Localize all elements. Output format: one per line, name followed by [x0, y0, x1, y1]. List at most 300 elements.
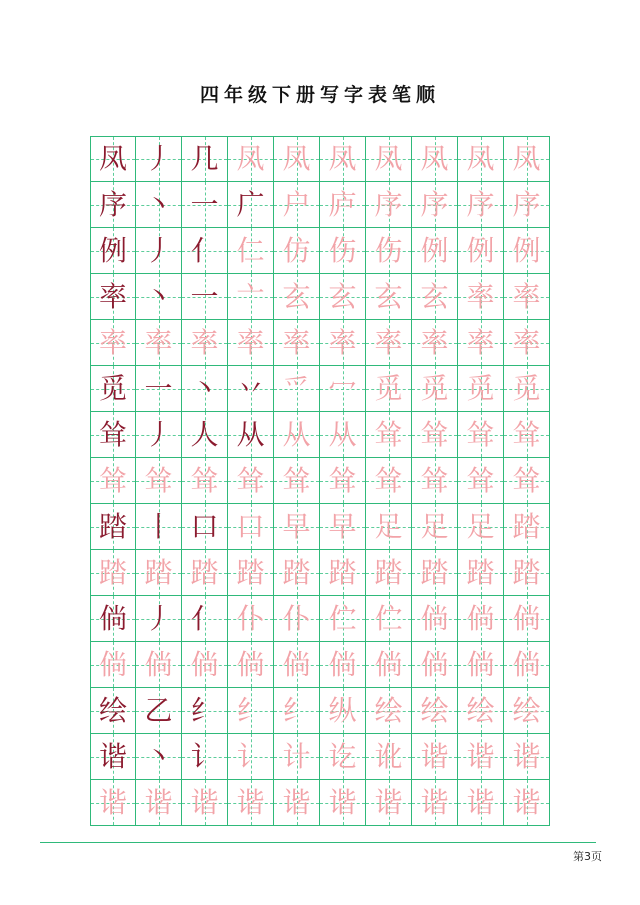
- grid-cell: [366, 688, 412, 734]
- grid-cell: [458, 550, 504, 596]
- grid-cell: [182, 366, 228, 412]
- grid-cell: [228, 642, 274, 688]
- stroke-char-dark: 一: [144, 371, 173, 405]
- trace-char-light: 耸: [420, 417, 449, 451]
- grid-cell: [182, 182, 228, 228]
- trace-char-light: 率: [374, 325, 403, 359]
- trace-char-light: 耸: [374, 463, 403, 497]
- grid-cell: [274, 320, 320, 366]
- grid-cell: [320, 366, 366, 412]
- grid-cell: [136, 320, 182, 366]
- stroke-char-dark: 谐: [98, 739, 127, 773]
- grid-cell: [320, 550, 366, 596]
- trace-char-light: 凤: [374, 142, 403, 175]
- stroke-char-dark: 从: [236, 417, 265, 451]
- grid-cell: [458, 228, 504, 274]
- grid-cell: [458, 596, 504, 642]
- grid-cell: [136, 182, 182, 228]
- grid-cell: [136, 412, 182, 458]
- trace-char-light: 仿: [282, 233, 311, 267]
- grid-cell: [274, 642, 320, 688]
- trace-char-light: 踏: [512, 509, 541, 543]
- trace-char-light: 计: [282, 739, 311, 773]
- trace-char-light: 凤: [466, 142, 495, 175]
- grid-cell: [366, 780, 412, 826]
- trace-char-light: 耸: [466, 463, 495, 497]
- grid-cell: [320, 504, 366, 550]
- trace-char-light: 耸: [420, 463, 449, 497]
- grid-cell: [228, 274, 274, 320]
- trace-char-light: 率: [466, 325, 495, 359]
- trace-char-light: 耸: [512, 417, 541, 451]
- grid-cell: [366, 596, 412, 642]
- grid-cell: [90, 366, 136, 412]
- stroke-char-dark: 丿: [144, 601, 173, 635]
- grid-cell: [136, 550, 182, 596]
- trace-char-light: 仁: [236, 233, 265, 267]
- trace-char-light: 踏: [512, 555, 541, 589]
- trace-char-light: 耸: [512, 463, 541, 497]
- grid-cell: [182, 780, 228, 826]
- grid-cell: [182, 136, 228, 182]
- grid-cell: [458, 688, 504, 734]
- grid-cell: [320, 734, 366, 780]
- trace-char-light: 谐: [420, 739, 449, 773]
- trace-char-light: 仆: [282, 601, 311, 635]
- grid-cell: [90, 734, 136, 780]
- trace-char-light: 耸: [466, 417, 495, 451]
- stroke-char-dark: 丿: [144, 142, 173, 175]
- trace-char-light: 伫: [374, 601, 403, 635]
- trace-char-light: 从: [282, 417, 311, 451]
- trace-char-light: 倘: [328, 647, 357, 681]
- trace-char-light: 谐: [374, 785, 403, 819]
- grid-cell: [458, 136, 504, 182]
- trace-char-light: 从: [328, 417, 357, 451]
- grid-cell: [182, 412, 228, 458]
- trace-char-light: 觅: [466, 371, 495, 405]
- grid-cell: [458, 780, 504, 826]
- trace-char-light: 率: [328, 325, 357, 359]
- stroke-char-dark: 丶: [190, 371, 219, 405]
- stroke-char-dark: 丨: [144, 509, 173, 543]
- trace-char-light: 耸: [282, 463, 311, 497]
- grid-cell: [504, 182, 550, 228]
- grid-cell: [320, 688, 366, 734]
- trace-char-light: 凤: [236, 142, 265, 175]
- trace-char-light: 倘: [466, 601, 495, 635]
- grid-cell: [228, 596, 274, 642]
- grid-cell: [458, 366, 504, 412]
- trace-char-light: 谐: [512, 785, 541, 819]
- trace-char-light: 踏: [282, 555, 311, 589]
- trace-char-light: 耸: [144, 463, 173, 497]
- grid-cell: [458, 504, 504, 550]
- grid-cell: [320, 780, 366, 826]
- trace-char-light: 谐: [420, 785, 449, 819]
- trace-char-light: 倘: [374, 647, 403, 681]
- grid-cell: [182, 504, 228, 550]
- grid-cell: [458, 642, 504, 688]
- trace-char-light: 绘: [512, 693, 541, 727]
- stroke-char-dark: 序: [98, 187, 127, 221]
- trace-char-light: 踏: [236, 555, 265, 589]
- grid-cell: [228, 228, 274, 274]
- grid-cell: [504, 550, 550, 596]
- trace-char-light: 倘: [144, 647, 173, 681]
- trace-char-light: 讹: [374, 739, 403, 773]
- grid-cell: [274, 412, 320, 458]
- trace-char-light: 踏: [374, 555, 403, 589]
- trace-char-light: 亠: [236, 279, 265, 313]
- trace-char-light: 序: [374, 187, 403, 221]
- trace-char-light: 率: [98, 325, 127, 359]
- grid-cell: [366, 642, 412, 688]
- grid-cell: [90, 504, 136, 550]
- trace-char-light: 耸: [374, 417, 403, 451]
- grid-cell: [320, 136, 366, 182]
- grid-cell: [182, 320, 228, 366]
- grid-cell: [228, 504, 274, 550]
- trace-char-light: 率: [282, 325, 311, 359]
- stroke-char-dark: 踏: [98, 509, 127, 543]
- grid-cell: [458, 320, 504, 366]
- grid-cell: [136, 136, 182, 182]
- grid-cell: [228, 366, 274, 412]
- grid-cell: [274, 228, 320, 274]
- grid-cell: [274, 366, 320, 412]
- trace-char-light: 伤: [374, 233, 403, 267]
- trace-char-light: 踏: [328, 555, 357, 589]
- grid-cell: [182, 596, 228, 642]
- trace-char-light: 凤: [282, 142, 311, 175]
- stroke-char-dark: 耸: [98, 417, 127, 451]
- stroke-char-dark: 例: [98, 233, 127, 267]
- grid-cell: [274, 780, 320, 826]
- trace-char-light: 谐: [190, 785, 219, 819]
- footer-divider: [40, 842, 596, 843]
- trace-char-light: 觅: [420, 371, 449, 405]
- trace-char-light: 早: [328, 509, 357, 543]
- trace-char-light: 纟: [236, 693, 265, 727]
- grid-cell: [366, 412, 412, 458]
- stroke-order-grid: [90, 136, 550, 826]
- stroke-char-dark: 口: [190, 509, 219, 543]
- grid-cell: [366, 320, 412, 366]
- grid-cell: [320, 458, 366, 504]
- grid-cell: [90, 228, 136, 274]
- grid-cell: [274, 458, 320, 504]
- grid-cell: [412, 734, 458, 780]
- trace-char-light: 率: [144, 325, 173, 359]
- grid-cell: [366, 550, 412, 596]
- trace-char-light: 例: [466, 233, 495, 267]
- grid-cell: [182, 734, 228, 780]
- grid-cell: [412, 504, 458, 550]
- trace-char-light: 觅: [512, 371, 541, 405]
- trace-char-light: 倘: [420, 601, 449, 635]
- trace-char-light: 纵: [328, 693, 357, 727]
- grid-cell: [136, 366, 182, 412]
- grid-cell: [182, 274, 228, 320]
- stroke-char-dark: 丶: [144, 279, 173, 313]
- grid-cell: [90, 550, 136, 596]
- trace-char-light: 觅: [374, 371, 403, 405]
- trace-char-light: 谐: [466, 739, 495, 773]
- grid-cell: [458, 412, 504, 458]
- trace-char-light: 讠: [236, 739, 265, 773]
- grid-cell: [366, 274, 412, 320]
- grid-cell: [136, 274, 182, 320]
- grid-cell: [320, 228, 366, 274]
- grid-cell: [90, 642, 136, 688]
- stroke-char-dark: 凤: [98, 142, 127, 175]
- grid-cell: [504, 412, 550, 458]
- grid-cell: [366, 182, 412, 228]
- grid-cell: [136, 504, 182, 550]
- trace-char-light: 率: [190, 325, 219, 359]
- trace-char-light: 踏: [98, 555, 127, 589]
- stroke-char-dark: 亻: [190, 601, 219, 635]
- stroke-char-dark: 觅: [98, 371, 127, 405]
- trace-char-light: 纟: [282, 693, 311, 727]
- trace-char-light: 序: [420, 187, 449, 221]
- grid-cell: [412, 182, 458, 228]
- grid-cell: [136, 458, 182, 504]
- grid-cell: [320, 274, 366, 320]
- grid-cell: [504, 642, 550, 688]
- grid-cell: [366, 504, 412, 550]
- grid-cell: [412, 274, 458, 320]
- grid-cell: [412, 228, 458, 274]
- trace-char-light: 倘: [236, 647, 265, 681]
- grid-cell: [412, 596, 458, 642]
- grid-cell: [504, 504, 550, 550]
- grid-cell: [90, 688, 136, 734]
- grid-cell: [228, 550, 274, 596]
- trace-char-light: 绘: [466, 693, 495, 727]
- trace-char-light: 率: [236, 325, 265, 359]
- grid-cell: [90, 458, 136, 504]
- grid-cell: [274, 274, 320, 320]
- grid-cell: [458, 274, 504, 320]
- stroke-char-dark: 丶: [144, 739, 173, 773]
- trace-char-light: 率: [466, 279, 495, 313]
- stroke-char-dark: 丿: [144, 417, 173, 451]
- trace-char-light: 谐: [282, 785, 311, 819]
- grid-cell: [274, 182, 320, 228]
- grid-cell: [320, 642, 366, 688]
- trace-char-light: 足: [466, 509, 495, 543]
- trace-char-light: 倘: [512, 601, 541, 635]
- grid-cell: [504, 366, 550, 412]
- stroke-char-dark: 一: [190, 187, 219, 221]
- trace-char-light: 谐: [466, 785, 495, 819]
- trace-char-light: 玄: [282, 279, 311, 313]
- grid-cell: [228, 182, 274, 228]
- trace-char-light: 足: [420, 509, 449, 543]
- trace-char-light: 户: [282, 187, 311, 221]
- grid-cell: [458, 734, 504, 780]
- trace-char-light: 率: [420, 325, 449, 359]
- trace-char-light: 序: [466, 187, 495, 221]
- grid-cell: [228, 136, 274, 182]
- stroke-char-dark: 率: [98, 279, 127, 313]
- grid-cell: [504, 228, 550, 274]
- grid-cell: [366, 458, 412, 504]
- trace-char-light: 早: [282, 509, 311, 543]
- trace-char-light: 率: [512, 325, 541, 359]
- grid-cell: [366, 136, 412, 182]
- grid-cell: [274, 550, 320, 596]
- trace-char-light: 足: [374, 509, 403, 543]
- grid-cell: [182, 688, 228, 734]
- trace-char-light: 伫: [328, 601, 357, 635]
- grid-cell: [412, 550, 458, 596]
- grid-cell: [412, 642, 458, 688]
- stroke-char-dark: 人: [190, 417, 219, 451]
- grid-cell: [412, 688, 458, 734]
- grid-cell: [228, 458, 274, 504]
- trace-char-light: 冖: [328, 371, 357, 405]
- grid-cell: [504, 136, 550, 182]
- trace-char-light: 倘: [420, 647, 449, 681]
- trace-char-light: 序: [512, 187, 541, 221]
- trace-char-light: 庐: [328, 187, 357, 221]
- grid-cell: [320, 412, 366, 458]
- grid-cell: [274, 596, 320, 642]
- grid-cell: [504, 734, 550, 780]
- grid-cell: [90, 780, 136, 826]
- grid-cell: [90, 596, 136, 642]
- grid-cell: [366, 734, 412, 780]
- grid-cell: [412, 366, 458, 412]
- trace-char-light: 倘: [282, 647, 311, 681]
- trace-char-light: 伤: [328, 233, 357, 267]
- trace-char-light: 凤: [328, 142, 357, 175]
- grid-cell: [274, 504, 320, 550]
- trace-char-light: 耸: [236, 463, 265, 497]
- grid-cell: [320, 320, 366, 366]
- trace-char-light: 仆: [236, 601, 265, 635]
- trace-char-light: 踏: [190, 555, 219, 589]
- stroke-char-dark: 丿: [144, 233, 173, 267]
- trace-char-light: 谐: [144, 785, 173, 819]
- grid-cell: [90, 320, 136, 366]
- trace-char-light: 讫: [328, 739, 357, 773]
- grid-cell: [182, 458, 228, 504]
- trace-char-light: 玄: [328, 279, 357, 313]
- grid-cell: [136, 228, 182, 274]
- grid-cell: [182, 228, 228, 274]
- grid-cell: [504, 320, 550, 366]
- grid-cell: [504, 458, 550, 504]
- trace-char-light: 谐: [98, 785, 127, 819]
- grid-cell: [274, 136, 320, 182]
- grid-cell: [136, 780, 182, 826]
- grid-cell: [228, 320, 274, 366]
- grid-cell: [412, 780, 458, 826]
- trace-char-light: 玄: [374, 279, 403, 313]
- grid-cell: [136, 596, 182, 642]
- stroke-char-dark: 倘: [98, 601, 127, 635]
- grid-cell: [320, 596, 366, 642]
- grid-cell: [458, 182, 504, 228]
- grid-cell: [274, 734, 320, 780]
- grid-cell: [182, 550, 228, 596]
- stroke-char-dark: 亻: [190, 233, 219, 267]
- trace-char-light: 例: [420, 233, 449, 267]
- grid-cell: [228, 780, 274, 826]
- stroke-char-dark: 乙: [144, 693, 173, 727]
- trace-char-light: 耸: [328, 463, 357, 497]
- grid-cell: [182, 642, 228, 688]
- grid-cell: [366, 228, 412, 274]
- grid-cell: [90, 182, 136, 228]
- page-number: 第3页: [573, 850, 602, 863]
- trace-char-light: 倘: [512, 647, 541, 681]
- trace-char-light: 踏: [420, 555, 449, 589]
- stroke-char-dark: 广: [236, 187, 265, 221]
- trace-char-light: 谐: [328, 785, 357, 819]
- grid-cell: [136, 734, 182, 780]
- grid-cell: [458, 458, 504, 504]
- trace-char-light: 凤: [512, 142, 541, 175]
- stroke-char-dark: 几: [190, 142, 219, 175]
- trace-char-light: 踏: [144, 555, 173, 589]
- trace-char-light: 倘: [466, 647, 495, 681]
- trace-char-light: 爫: [282, 371, 311, 405]
- grid-cell: [90, 136, 136, 182]
- stroke-char-dark: 讠: [190, 739, 219, 773]
- grid-cell: [412, 136, 458, 182]
- grid-cell: [504, 596, 550, 642]
- page-title: 四年级下册写字表笔顺: [199, 84, 440, 106]
- grid-cell: [412, 320, 458, 366]
- trace-char-light: 谐: [512, 739, 541, 773]
- grid-cell: [228, 734, 274, 780]
- grid-cell: [412, 458, 458, 504]
- grid-cell: [228, 688, 274, 734]
- trace-char-light: 绘: [420, 693, 449, 727]
- stroke-char-dark: 纟: [190, 693, 219, 727]
- grid-cell: [366, 366, 412, 412]
- grid-cell: [136, 688, 182, 734]
- trace-char-light: 例: [512, 233, 541, 267]
- trace-char-light: 踏: [466, 555, 495, 589]
- trace-char-light: 口: [236, 509, 265, 543]
- trace-char-light: 耸: [98, 463, 127, 497]
- grid-cell: [136, 642, 182, 688]
- trace-char-light: 倘: [98, 647, 127, 681]
- grid-cell: [320, 182, 366, 228]
- trace-char-light: 凤: [420, 142, 449, 175]
- stroke-char-dark: 绘: [98, 693, 127, 727]
- grid-cell: [504, 274, 550, 320]
- grid-cell: [504, 780, 550, 826]
- grid-cell: [274, 688, 320, 734]
- stroke-char-dark: 一: [190, 279, 219, 313]
- grid-cell: [412, 412, 458, 458]
- stroke-char-dark: 丶: [144, 187, 173, 221]
- grid-cell: [90, 274, 136, 320]
- trace-char-light: 谐: [236, 785, 265, 819]
- stroke-char-dark: 丷: [236, 371, 265, 405]
- grid-cell: [228, 412, 274, 458]
- trace-char-light: 倘: [190, 647, 219, 681]
- grid-cell: [504, 688, 550, 734]
- grid-cell: [90, 412, 136, 458]
